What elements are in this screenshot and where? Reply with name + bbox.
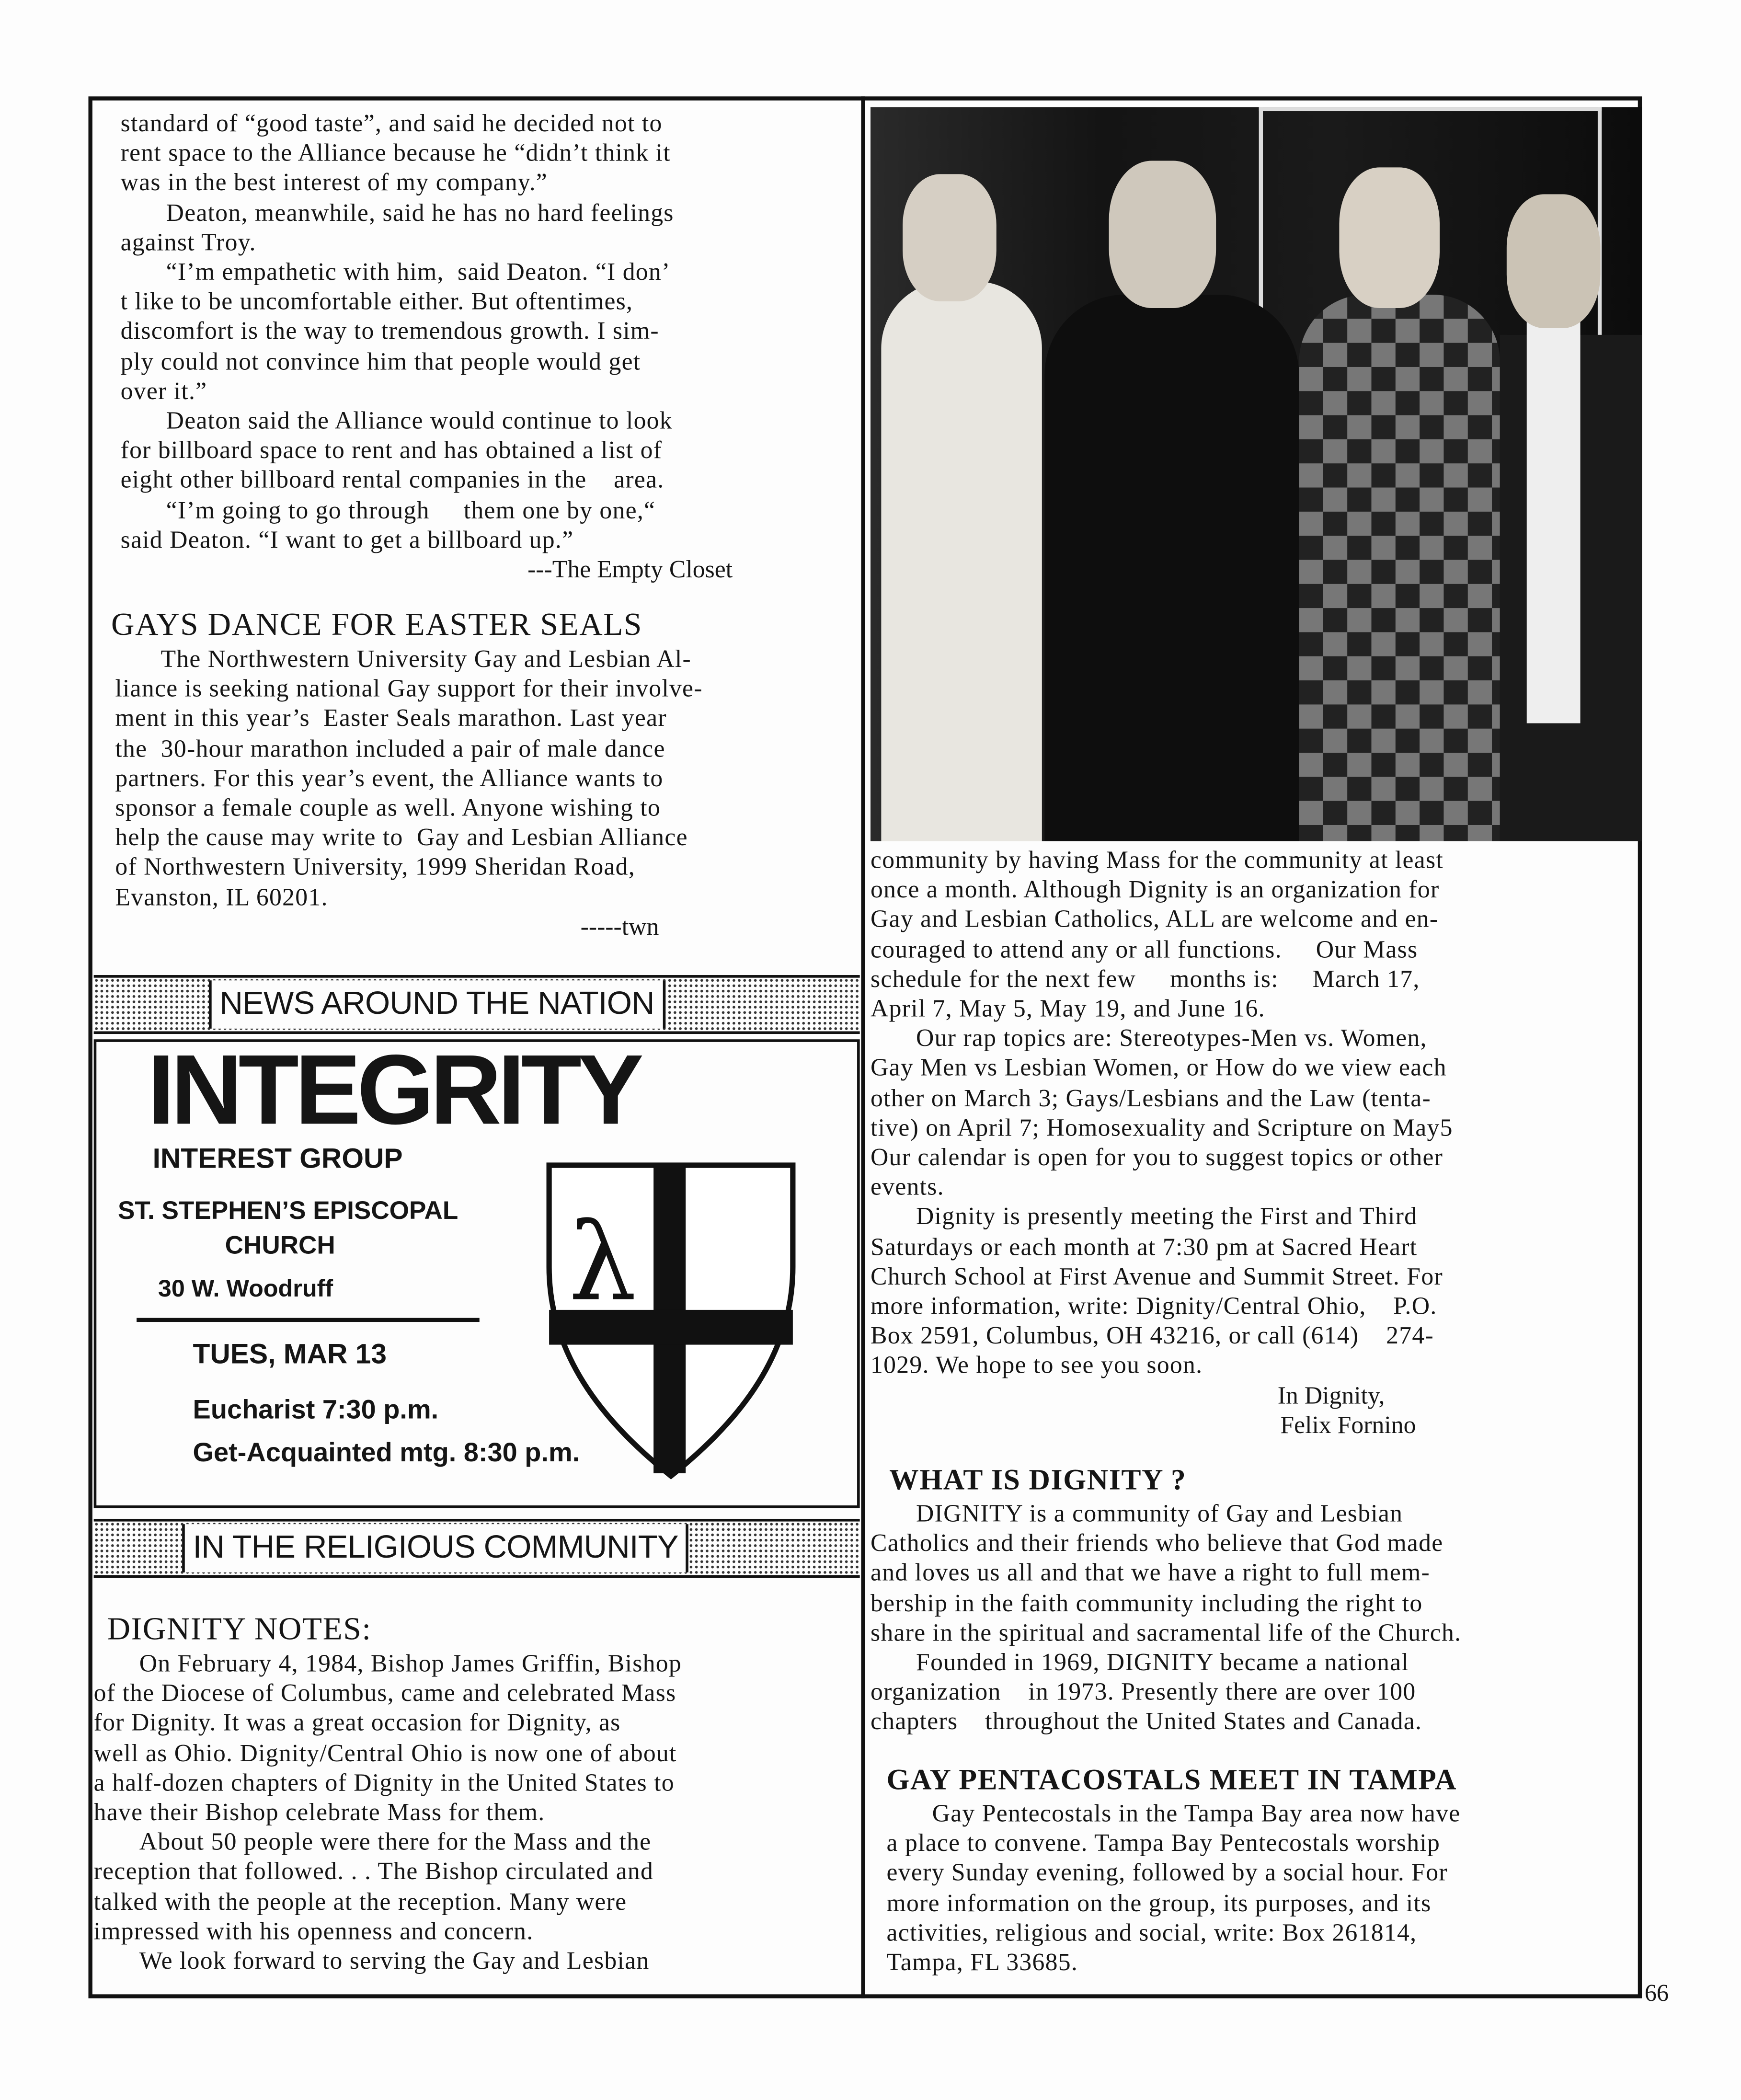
text-line: reception that followed. . . The Bishop circulated and xyxy=(93,1859,654,1887)
text-line: partners. For this year’s event, the Alliance wants to xyxy=(115,766,664,793)
text-line: over it.” xyxy=(120,379,207,406)
text-line: more information, write: Dignity/Central Ohio, P.O. xyxy=(870,1294,1437,1321)
text-line: “I’m empathetic with him, said Deaton. “I don’ xyxy=(166,260,671,287)
ad-church-name: ST. STEPHEN’S EPISCOPAL xyxy=(117,1197,458,1226)
ad-divider xyxy=(137,1318,480,1322)
text-line: schedule for the next few months is: March 17, xyxy=(870,966,1420,994)
paragraph xyxy=(870,1203,1642,1381)
text-line: impressed with his openness and concern. xyxy=(93,1919,534,1946)
author: Felix Fornino xyxy=(1280,1412,1416,1440)
paragraph xyxy=(121,496,860,556)
page-number: 66 xyxy=(1644,1979,1669,2007)
text-line: Gay and Lesbian Catholics, ALL are welcome and en- xyxy=(870,907,1439,934)
text-line: have their Bishop celebrate Mass for them. xyxy=(93,1800,545,1827)
text-line: Tampa, FL 33685. xyxy=(886,1950,1078,1977)
text-line: for Dignity. It was a great occasion for Dignity, as xyxy=(93,1710,621,1738)
paragraph xyxy=(115,645,859,913)
text-line: of the Diocese of Columbus, came and celebrated Mass xyxy=(93,1681,676,1708)
article-what-is-dignity xyxy=(870,1460,1642,1757)
text-line: “I’m going to go through them one by one,“ xyxy=(166,497,656,525)
text-line: The Northwestern University Gay and Lesbian Al- xyxy=(160,647,691,674)
integrity-advertisement xyxy=(94,1034,860,1508)
article-source: ---The Empty Closet xyxy=(527,557,733,584)
text-line: a half-dozen chapters of Dignity in the United States to xyxy=(93,1770,675,1797)
text-line: more information on the group, its purposes, and its xyxy=(886,1891,1432,1917)
paragraph xyxy=(887,1800,1642,1978)
text-line: Box 2591, Columbus, OH 43216, or call (614) 274- xyxy=(870,1323,1434,1351)
text-line: About 50 people were there for the Mass and the xyxy=(139,1830,652,1857)
text-line: sponsor a female couple as well. Anyone wishing to xyxy=(115,795,661,823)
text-line: other on March 3; Gays/Lesbians and the Law (tenta- xyxy=(870,1086,1431,1113)
paragraph xyxy=(121,259,860,407)
article-source: -----twn xyxy=(580,914,659,941)
article-easter-seals xyxy=(107,606,860,967)
text-line: On February 4, 1984, Bishop James Griffin, Bishop xyxy=(139,1651,682,1678)
text-line: standard of “good taste”, and said he decided not to xyxy=(120,111,663,138)
text-line: activities, religious and social, write: Box 261814, xyxy=(886,1920,1417,1947)
text-line: liance is seeking national Gay support for their involve- xyxy=(115,677,703,704)
text-line: Church School at First Avenue and Summit Street. For xyxy=(870,1264,1443,1291)
text-line: Deaton said the Alliance would continue to look xyxy=(166,408,673,436)
ad-title: INTEGRITY xyxy=(147,1034,640,1146)
lambda-symbol: λ xyxy=(569,1199,637,1325)
text-line: every Sunday evening, followed by a social hour. For xyxy=(886,1860,1448,1888)
text-line: Deaton, meanwhile, said he has no hard feelings xyxy=(166,200,674,228)
text-line: help the cause may write to Gay and Lesbian Alliance xyxy=(115,825,688,852)
article-dignity-notes xyxy=(94,1610,860,1993)
paragraph xyxy=(94,1948,860,1977)
ad-date: TUES, MAR 13 xyxy=(193,1339,387,1370)
closing: In Dignity, xyxy=(1277,1383,1385,1410)
text-line: Catholics and their friends who believe that God made xyxy=(870,1531,1443,1558)
text-line: ply could not convince him that people would get xyxy=(120,349,641,376)
text-line: the 30-hour marathon included a pair of male dance xyxy=(115,736,665,763)
text-line: a place to convene. Tampa Bay Pentecostals worship xyxy=(886,1831,1441,1858)
article-heading: DIGNITY NOTES: xyxy=(107,1612,372,1648)
article-billboard xyxy=(121,110,860,603)
text-line: We look forward to serving the Gay and Lesbian xyxy=(139,1949,650,1976)
text-line: chapters throughout the United States and Canada. xyxy=(870,1710,1422,1737)
section-banner-label: IN THE RELIGIOUS COMMUNITY xyxy=(182,1524,689,1572)
text-line: t like to be uncomfortable either. But oftentimes, xyxy=(120,289,633,317)
text-line: Our rap topics are: Stereotypes-Men vs. Women, xyxy=(916,1026,1427,1053)
text-line: DIGNITY is a community of Gay and Lesbian xyxy=(916,1501,1403,1528)
paragraph xyxy=(870,1500,1642,1649)
text-line: rent space to the Alliance because he “didn’t think it xyxy=(120,141,671,168)
article-heading: GAYS DANCE FOR EASTER SEALS xyxy=(111,608,643,643)
text-line: Gay Pentecostals in the Tampa Bay area now have xyxy=(932,1801,1461,1828)
text-line: Dignity is presently meeting the First and Third xyxy=(916,1205,1418,1232)
paragraph xyxy=(870,847,1642,1025)
paragraph xyxy=(94,1828,860,1947)
column-divider xyxy=(861,96,865,1998)
section-banner-religious xyxy=(94,1519,860,1578)
group-photograph xyxy=(870,107,1642,841)
paragraph xyxy=(870,1025,1642,1203)
paragraph xyxy=(121,407,860,496)
text-line: well as Ohio. Dignity/Central Ohio is now one of about xyxy=(93,1740,677,1767)
text-line: Saturdays or each month at 7:30 pm at Sacred Heart xyxy=(870,1234,1418,1262)
text-line: against Troy. xyxy=(120,230,256,257)
text-line: events. xyxy=(870,1175,944,1202)
ad-address: 30 W. Woodruff xyxy=(158,1275,333,1302)
article-gay-pentecostals xyxy=(870,1760,1642,1987)
section-banner-label: NEWS AROUND THE NATION xyxy=(209,980,665,1029)
ad-event-meeting: Get-Acquainted mtg. 8:30 p.m. xyxy=(193,1438,580,1468)
paragraph xyxy=(870,1649,1642,1738)
text-line: and loves us all and that we have a right to full mem- xyxy=(870,1561,1431,1588)
ad-event-eucharist: Eucharist 7:30 p.m. xyxy=(193,1395,439,1425)
text-line: of Northwestern University, 1999 Sheridan Road, xyxy=(115,855,635,882)
article-heading: WHAT IS DIGNITY ? xyxy=(889,1462,1187,1496)
article-heading: GAY PENTACOSTALS MEET IN TAMPA xyxy=(886,1762,1457,1796)
text-line: 1029. We hope to see you soon. xyxy=(870,1353,1203,1380)
episcopal-shield-icon xyxy=(544,1160,798,1481)
paragraph xyxy=(94,1650,860,1828)
text-line: tive) on April 7; Homosexuality and Scripture on May5 xyxy=(870,1115,1453,1142)
text-line: Gay Men vs Lesbian Women, or How do we view each xyxy=(870,1056,1447,1083)
section-banner-nation xyxy=(94,975,860,1034)
text-line: said Deaton. “I want to get a billboard up.” xyxy=(120,527,574,554)
text-line: bership in the faith community including the right to xyxy=(870,1590,1423,1618)
text-line: was in the best interest of my company.” xyxy=(120,171,548,198)
text-line: Founded in 1969, DIGNITY became a national xyxy=(916,1650,1409,1677)
ad-subtitle: INTEREST GROUP xyxy=(152,1144,403,1175)
ad-church-name-2: CHURCH xyxy=(225,1232,335,1261)
text-line: April 7, May 5, May 19, and June 16. xyxy=(870,996,1265,1023)
text-line: talked with the people at the reception. Many were xyxy=(93,1889,627,1916)
paragraph xyxy=(121,110,860,199)
text-line: eight other billboard rental companies in the area. xyxy=(120,468,664,495)
text-line: share in the spiritual and sacramental life of the Church. xyxy=(870,1620,1462,1647)
article-dignity-continued xyxy=(870,847,1642,1456)
text-line: discomfort is the way to tremendous growth. I sim- xyxy=(120,319,659,346)
text-line: Evanston, IL 60201. xyxy=(115,884,328,912)
text-line: ment in this year’s Easter Seals marathon. Last year xyxy=(115,706,667,734)
text-line: couraged to attend any or all functions. Our Mass xyxy=(870,937,1418,964)
text-line: community by having Mass for the community at least xyxy=(870,848,1443,875)
text-line: for billboard space to rent and has obtained a list of xyxy=(120,438,663,465)
paragraph xyxy=(121,199,860,258)
text-line: once a month. Although Dignity is an organization for xyxy=(870,877,1440,905)
text-line: Our calendar is open for you to suggest topics or other xyxy=(870,1145,1443,1172)
text-line: organization in 1973. Presently there are over 100 xyxy=(870,1680,1416,1707)
